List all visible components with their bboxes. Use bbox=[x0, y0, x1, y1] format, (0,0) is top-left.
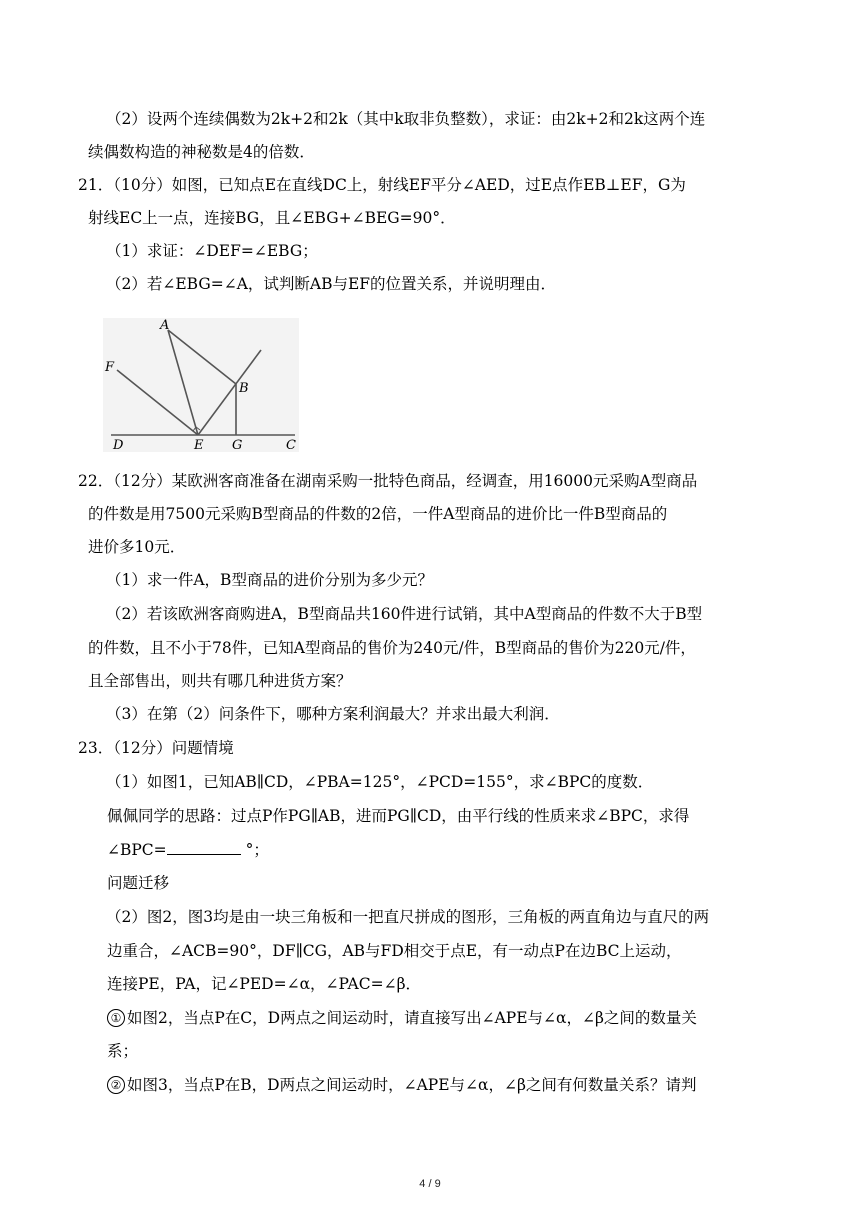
answer-label: ∠BPC= bbox=[107, 841, 167, 859]
circled-number-2: ② bbox=[107, 1076, 125, 1094]
label-g: G bbox=[232, 438, 243, 452]
label-e: E bbox=[194, 438, 204, 452]
text-line: 进价多10元． bbox=[88, 538, 186, 556]
text-line: 边重合，∠ACB=90°，DF∥CG，AB与FD相交于点E，有一动点P在边BC上运动， bbox=[107, 942, 682, 960]
text-line: （3）在第（2）问条件下，哪种方案利润最大？并求出最大利润． bbox=[106, 705, 560, 723]
question-22-header: 22．（12分）某欧洲客商准备在湖南采购一批特色商品，经调查，用16000元采购A型商品 bbox=[78, 472, 698, 490]
text-line: 射线EC上一点，连接BG，且∠EBG+∠BEG=90°． bbox=[88, 209, 456, 227]
answer-line bbox=[107, 839, 269, 861]
text-line: 的件数是用7500元采购B型商品的件数的2倍，一件A型商品的进价比一件B型商品的 bbox=[88, 505, 668, 523]
label-f: F bbox=[105, 360, 115, 375]
text-line: 续偶数构造的神秘数是4的倍数． bbox=[88, 143, 315, 161]
subquestion-1-text: 如图2，当点P在C，D两点之间运动时，请直接写出∠APE与∠α，∠β之间的数量关 bbox=[127, 1009, 697, 1027]
text-line: 佩佩同学的思路：过点P作PG∥AB，进而PG∥CD，由平行线的性质来求∠BPC，求得 bbox=[107, 807, 690, 825]
label-b: B bbox=[239, 381, 249, 396]
text-line: 系； bbox=[107, 1042, 139, 1060]
question-23-header: 23．（12分）问题情境 bbox=[78, 739, 234, 757]
label-a: A bbox=[160, 318, 170, 333]
text-line: （1）求证：∠DEF=∠EBG； bbox=[106, 242, 318, 260]
question-21-header: 21．（10分）如图，已知点E在直线DC上，射线EF平分∠AED，过E点作EB⊥EF，G为 bbox=[78, 176, 686, 194]
text-line: 连接PE，PA，记∠PED=∠α，∠PAC=∠β． bbox=[107, 975, 422, 993]
text-line: 的件数，且不小于78件，已知A型商品的售价为240元/件，B型商品的售价为220元/件， bbox=[88, 639, 696, 657]
geometry-figure bbox=[103, 318, 299, 452]
text-line: （2）设两个连续偶数为2k+2和2k（其中k取非负整数），求证：由2k+2和2k这两个连 bbox=[106, 110, 706, 128]
label-d: D bbox=[113, 438, 124, 452]
answer-blank bbox=[167, 840, 241, 855]
text-line: （2）图2，图3均是由一块三角板和一把直尺拼成的图形，三角板的两直角边与直尺的两 bbox=[106, 908, 710, 926]
text-line: （2）若∠EBG=∠A，试判断AB与EF的位置关系，并说明理由． bbox=[106, 275, 557, 293]
section-heading: 问题迁移 bbox=[107, 874, 170, 892]
subquestion-2-text: 如图3，当点P在B，D两点之间运动时，∠APE与∠α，∠β之间有何数量关系？请判 bbox=[127, 1076, 697, 1094]
text-line bbox=[107, 1007, 697, 1029]
circled-number-1: ① bbox=[107, 1009, 125, 1027]
text-line: 且全部售出，则共有哪几种进货方案？ bbox=[88, 672, 352, 690]
text-line: （1）求一件A，B型商品的进价分别为多少元？ bbox=[106, 571, 433, 589]
answer-unit: °； bbox=[245, 841, 269, 859]
text-line: （2）若该欧洲客商购进A，B型商品共160件进行试销，其中A型商品的件数不大于B型 bbox=[106, 605, 703, 623]
text-line: （1）如图1，已知AB∥CD，∠PBA=125°，∠PCD=155°，求∠BPC的度数． bbox=[106, 773, 654, 791]
page-number: 4 / 9 bbox=[419, 1178, 441, 1190]
label-c: C bbox=[286, 438, 296, 452]
text-line bbox=[107, 1074, 696, 1096]
figure-svg bbox=[103, 318, 299, 452]
